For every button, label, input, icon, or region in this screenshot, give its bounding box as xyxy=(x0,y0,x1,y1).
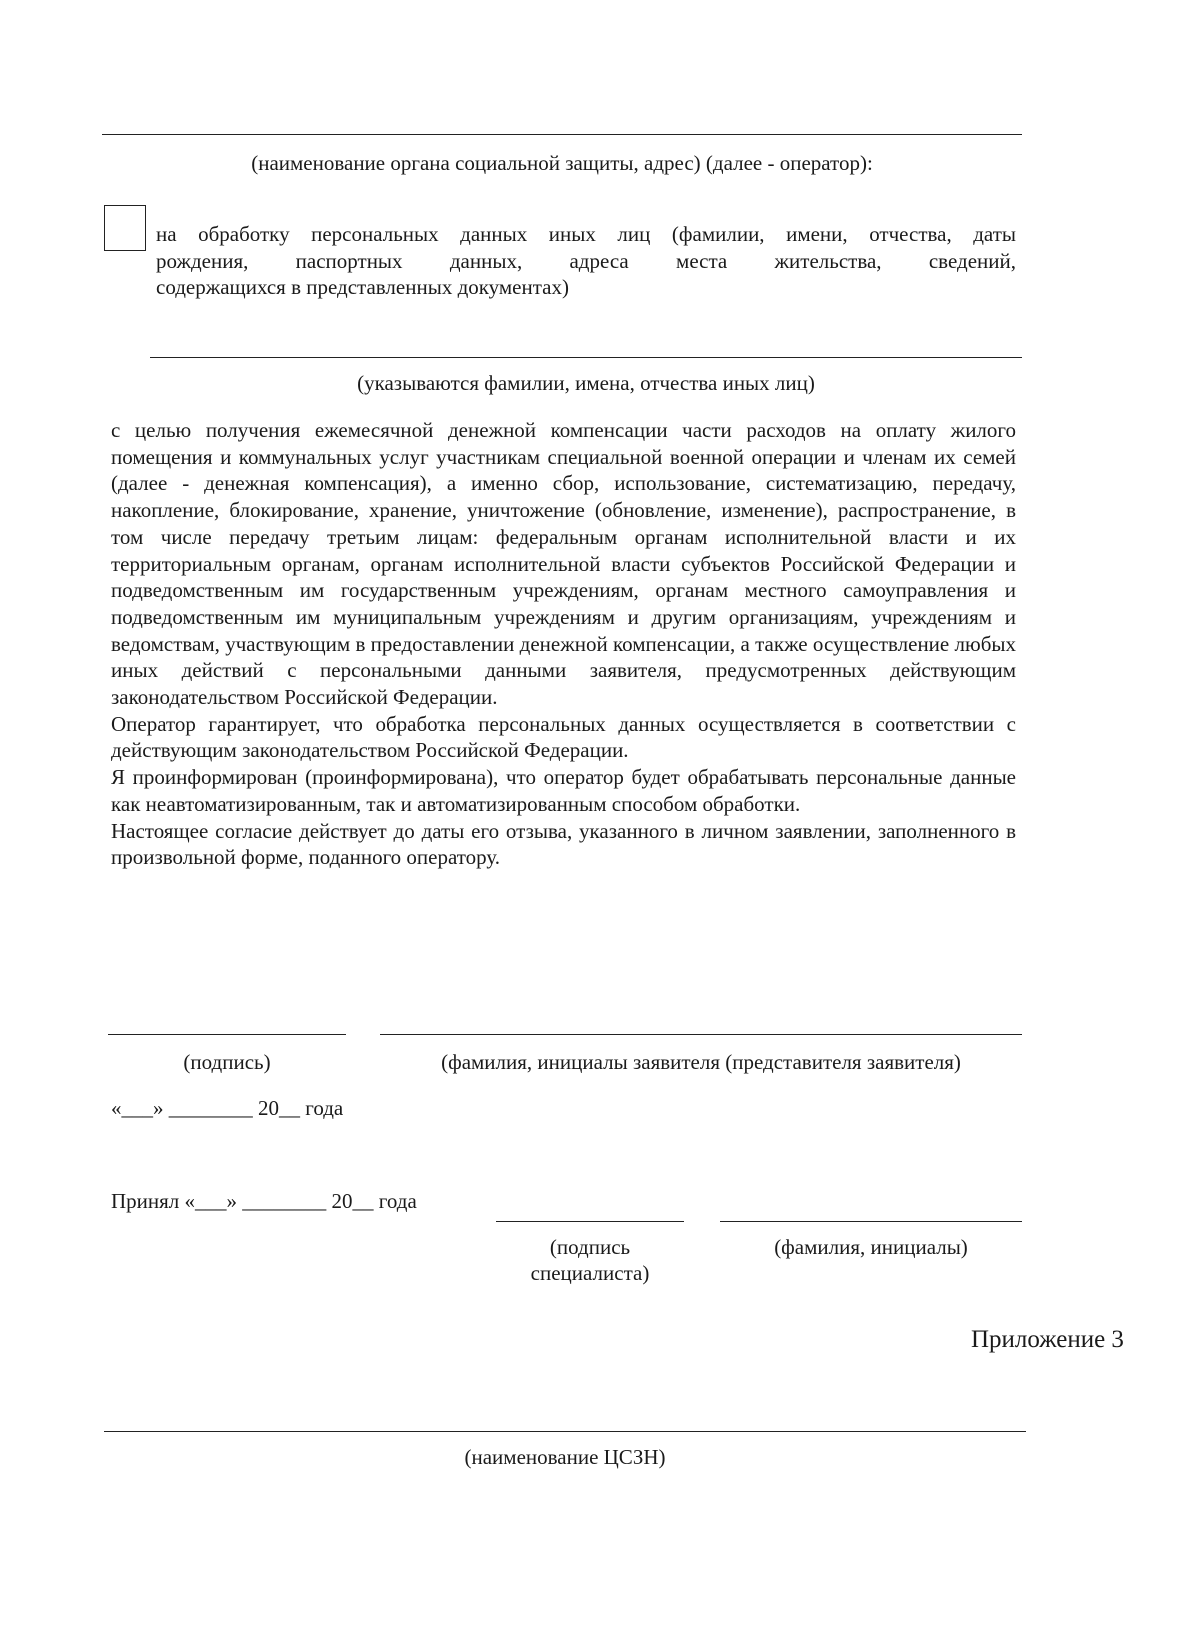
applicant-name-caption: (фамилия, инициалы заявителя (представителя заявителя) xyxy=(441,1050,961,1074)
specialist-signature-caption-line-2: специалиста) xyxy=(530,1261,650,1285)
other-persons-line-1: на обработку персональных данных иных лиц (фамилии, имени, отчества, даты xyxy=(156,222,1016,246)
other-persons-caption: (указываются фамилии, имена, отчества иных лиц) xyxy=(357,371,815,395)
accepted-date-line: Принял «___» ________ 20__ года xyxy=(111,1189,417,1213)
other-persons-line-3: содержащихся в представленных документах) xyxy=(156,275,569,299)
specialist-signature-caption-line-1: (подпись xyxy=(549,1235,631,1259)
consent-guarantee-paragraph: Оператор гарантирует, что обработка персональных данных осуществляется в соответствии с действующим законодательством Российской Федерации. xyxy=(111,711,1016,763)
applicant-signature-caption: (подпись) xyxy=(183,1050,271,1074)
other-persons-text xyxy=(156,221,1016,301)
applicant-signature-line xyxy=(108,1034,346,1035)
applicant-name-line xyxy=(380,1034,1022,1035)
appendix-title: Приложение 3 xyxy=(971,1326,1124,1353)
specialist-name-caption: (фамилия, инициалы) xyxy=(774,1235,968,1259)
other-persons-line-2: рождения, паспортных данных, адреса места жительства, сведений, xyxy=(156,248,1016,273)
specialist-signature-line xyxy=(496,1221,684,1222)
consent-body xyxy=(111,417,1016,871)
csszn-caption: (наименование ЦСЗН) xyxy=(464,1445,666,1469)
consent-purpose-paragraph: с целью получения ежемесячной денежной компенсации части расходов на оплату жилого помещения и коммунальных услуг участникам специальной военной операции и членам их семей (далее - денежная компенсация), а именно сбор, использование, систематизацию, передачу, накопление, блокирование, хранение, уничтожение (обновление, изменение), распространение, в том числе передачу третьим лицам: федеральным органам исполнительной власти и их территориальным органам, органам исполнительной власти субъектов Российской Федерации и подведомственным им государственным учреждениям, органам местного самоуправления и подведомственным им муниципальным учреждениям и другим организациям, учреждениям и ведомствам, участвующим в предоставлении денежной компенсации, а также осуществление любых иных действий с персональными данными заявителя, предусмотренных действующим законодательством Российской Федерации. xyxy=(111,418,1016,710)
specialist-name-line xyxy=(720,1221,1022,1222)
other-persons-checkbox[interactable] xyxy=(104,205,146,251)
applicant-date-line: «___» ________ 20__ года xyxy=(111,1096,344,1120)
csszn-name-line xyxy=(104,1431,1026,1432)
consent-informed-paragraph: Я проинформирован (проинформирована), что оператор будет обрабатывать персональные данные как неавтоматизированным, так и автоматизированным способом обработки. xyxy=(111,765,1016,816)
consent-validity-paragraph: Настоящее согласие действует до даты его отзыва, указанного в личном заявлении, заполненного в произвольной форме, поданного оператору. xyxy=(111,818,1016,870)
operator-name-line xyxy=(102,134,1022,135)
specialist-signature-caption xyxy=(496,1234,684,1286)
other-persons-line xyxy=(150,357,1022,358)
operator-caption: (наименование органа социальной защиты, адрес) (далее - оператор): xyxy=(251,151,873,175)
